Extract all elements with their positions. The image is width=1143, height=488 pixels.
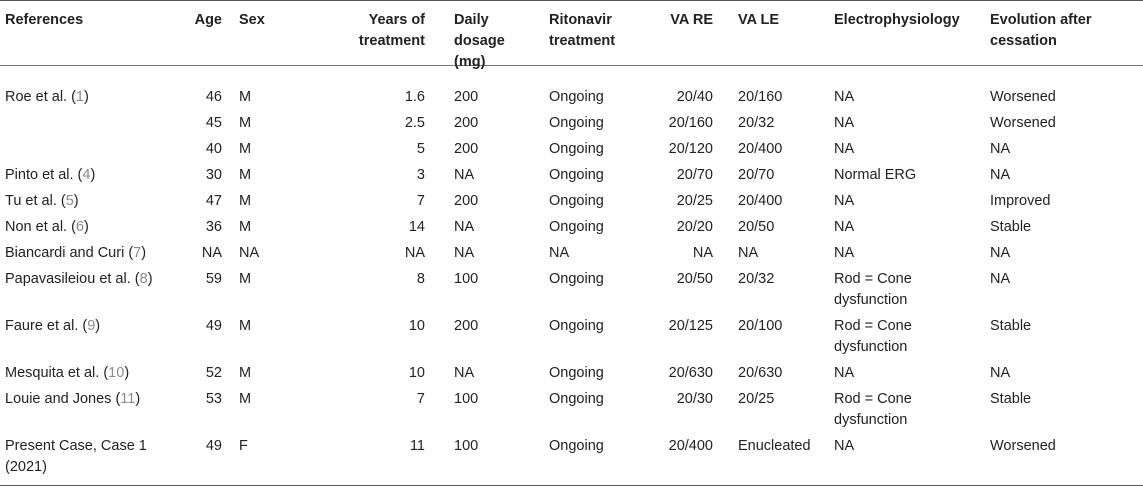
cell-ritonavir: Ongoing [549,271,604,287]
electro-line: NA [834,438,855,454]
cell-va-re: 20/630 [668,365,713,381]
reference-number-link[interactable]: 4 [82,167,91,183]
cell-dosage: 100 [454,391,479,407]
cell-references [0,73,173,108]
table-row [0,264,1143,311]
cell-electrophysiology [809,134,973,160]
cell-sex: M [239,193,252,209]
bottom-rule [0,485,1143,486]
cell-evolution: NA [990,365,1011,381]
reference-name: Non et al. ( [5,219,76,235]
cell-electrophysiology [809,264,973,311]
table-row [0,108,1143,134]
cell-va-re: NA [692,245,713,261]
cell-sex: M [239,89,252,105]
cell-years: 10 [408,365,425,381]
cell-sex: F [239,438,248,454]
table-row [0,238,1143,264]
cell-references [0,238,173,264]
cell-electrophysiology [809,108,973,134]
cell-years: 1.6 [404,89,425,105]
electro-line: Rod = Cone [834,391,912,407]
cell-references [0,212,173,238]
cell-va-le: 20/400 [738,193,783,209]
electro-line: Normal ERG [834,167,917,183]
reference-name: Present Case, Case 1 [5,438,147,454]
cell-va-re: 20/125 [668,318,713,334]
cell-va-re: 20/70 [676,167,713,183]
cell-va-re: 20/20 [676,219,713,235]
cell-references [0,186,173,212]
cell-dosage: 200 [454,89,479,105]
cell-sex: M [239,391,252,407]
cell-years: NA [404,245,425,261]
table-row [0,160,1143,186]
reference-number-link[interactable]: 1 [75,89,84,105]
cell-va-re: 20/400 [668,438,713,454]
cell-ritonavir: Ongoing [549,167,604,183]
electro-line: NA [834,365,855,381]
electro-line: Rod = Cone [834,318,912,334]
cell-age: 53 [205,391,222,407]
header-references: References [5,12,84,28]
cell-years: 7 [416,193,425,209]
cell-age: 59 [205,271,222,287]
electro-line: Rod = Cone [834,271,912,287]
reference-number-link[interactable]: 7 [133,245,142,261]
reference-name: Pinto et al. ( [5,167,83,183]
cell-age: 47 [205,193,222,209]
cell-dosage: NA [454,365,475,381]
cell-va-le: 20/100 [738,318,783,334]
cell-dosage: NA [454,167,475,183]
reference-close: ) [124,365,130,381]
cell-references [0,384,173,431]
reference-name: Tu et al. ( [5,193,66,209]
header-age: Age [194,12,222,28]
reference-close: ) [147,271,153,287]
cell-dosage: 200 [454,141,479,157]
cell-sex: M [239,115,252,131]
cell-ritonavir: Ongoing [549,365,604,381]
cell-evolution: NA [990,141,1011,157]
cell-ritonavir: Ongoing [549,219,604,235]
cell-electrophysiology [809,238,973,264]
cell-evolution: Stable [990,318,1032,334]
header-ritonavir: Ritonavir treatment [549,12,616,49]
cell-electrophysiology [809,212,973,238]
cell-ritonavir: Ongoing [549,89,604,105]
cell-evolution: NA [990,167,1011,183]
cell-age: 49 [205,318,222,334]
cell-evolution: NA [990,245,1011,261]
cell-age: NA [201,245,222,261]
cell-electrophysiology [809,160,973,186]
cell-ritonavir: Ongoing [549,438,604,454]
cell-electrophysiology [809,431,973,478]
cell-ritonavir: Ongoing [549,141,604,157]
cell-references [0,108,173,134]
table-row [0,384,1143,431]
cell-va-re: 20/120 [668,141,713,157]
cell-references [0,311,173,358]
reference-close: ) [141,245,147,261]
reference-name: Roe et al. ( [5,89,76,105]
cell-dosage: NA [454,245,475,261]
cell-evolution: NA [990,271,1011,287]
reference-number-link[interactable]: 9 [87,318,96,334]
cell-va-le: Enucleated [738,438,811,454]
cell-dosage: 200 [454,193,479,209]
header-sex: Sex [239,12,265,28]
table-row [0,212,1143,238]
cell-evolution: Stable [990,391,1032,407]
cell-va-re: 20/50 [676,271,713,287]
electro-line: dysfunction [834,292,908,308]
table-body [0,73,1143,478]
cell-sex: M [239,365,252,381]
cell-years: 2.5 [404,115,425,131]
cell-ritonavir: NA [549,245,570,261]
cell-va-le: 20/70 [738,167,775,183]
reference-number-link[interactable]: 10 [108,365,125,381]
table-row [0,186,1143,212]
cell-sex: M [239,141,252,157]
cell-va-le: 20/32 [738,271,775,287]
cell-sex: M [239,318,252,334]
cell-va-le: 20/630 [738,365,783,381]
cell-years: 14 [408,219,425,235]
cell-years: 8 [416,271,425,287]
cell-dosage: 100 [454,438,479,454]
header-va-le: VA LE [738,12,780,28]
cell-years: 3 [416,167,425,183]
cell-years: 10 [408,318,425,334]
header-row [0,0,1143,73]
header-va-re: VA RE [670,12,713,28]
cell-evolution: Stable [990,219,1032,235]
table-row [0,311,1143,358]
cell-age: 45 [205,115,222,131]
cell-age: 36 [205,219,222,235]
reference-number-link[interactable]: 11 [120,391,136,407]
reference-name: Faure et al. ( [5,318,88,334]
cell-va-le: 20/25 [738,391,775,407]
cell-sex: M [239,219,252,235]
cell-ritonavir: Ongoing [549,391,604,407]
electro-line: NA [834,219,855,235]
table-row [0,134,1143,160]
header-dosage: Daily dosage (mg) [454,12,505,70]
electro-line: NA [834,89,855,105]
cell-age: 46 [205,89,222,105]
reference-name: Papavasileiou et al. ( [5,271,140,287]
header-evolution: Evolution after cessation [990,12,1092,49]
reference-name: Mesquita et al. ( [5,365,109,381]
electro-line: NA [834,115,855,131]
cell-evolution: Worsened [990,89,1056,105]
reference-close: ) [84,219,89,235]
reference-close: ) [90,167,96,183]
reference-number-link[interactable]: 6 [75,219,84,235]
electro-line: NA [834,193,855,209]
electro-line: NA [834,141,855,157]
cell-evolution: Improved [990,193,1051,209]
cell-age: 40 [205,141,222,157]
cell-electrophysiology [809,73,973,108]
cell-va-re: 20/30 [676,391,713,407]
reference-close: ) [95,318,101,334]
cell-va-re: 20/40 [676,89,713,105]
cell-va-le: NA [738,245,759,261]
electro-line: NA [834,245,855,261]
cell-dosage: NA [454,219,475,235]
cell-va-le: 20/400 [738,141,783,157]
reference-close: ) [73,193,79,209]
cell-sex: NA [239,245,260,261]
cell-references [0,160,173,186]
cell-evolution: Worsened [990,115,1056,131]
cell-dosage: 100 [454,271,479,287]
reference-number-link[interactable]: 5 [65,193,74,209]
reference-name: Louie and Jones ( [5,391,121,407]
header-years: Years of treatment [358,12,425,49]
cell-dosage: 200 [454,318,479,334]
cell-electrophysiology [809,358,973,384]
reference-close: ) [135,391,141,407]
cell-electrophysiology [809,384,973,431]
cell-age: 49 [205,438,222,454]
cell-age: 30 [205,167,222,183]
cell-va-le: 20/50 [738,219,775,235]
cell-electrophysiology [809,311,973,358]
cell-electrophysiology [809,186,973,212]
table-row [0,73,1143,108]
table-row [0,431,1143,478]
cell-dosage: 200 [454,115,479,131]
cell-ritonavir: Ongoing [549,318,604,334]
reference-close: ) [84,89,89,105]
reference-number-link[interactable]: 8 [139,271,148,287]
cell-sex: M [239,167,252,183]
reference-name: Biancardi and Curi ( [5,245,134,261]
cell-references [0,358,173,384]
cell-age: 52 [205,365,222,381]
cell-va-re: 20/160 [668,115,713,131]
reference-name-line2: (2021) [5,459,47,475]
cell-ritonavir: Ongoing [549,193,604,209]
header-electrophysiology: Electrophysiology [834,12,960,28]
table-row [0,358,1143,384]
cell-references [0,134,173,160]
cell-years: 5 [416,141,425,157]
electro-line: dysfunction [834,412,908,428]
cell-years: 11 [409,438,425,454]
cell-sex: M [239,271,252,287]
cell-years: 7 [416,391,425,407]
electro-line: dysfunction [834,339,908,355]
cell-va-re: 20/25 [676,193,713,209]
cell-ritonavir: Ongoing [549,115,604,131]
cell-evolution: Worsened [990,438,1056,454]
cell-va-le: 20/32 [738,115,775,131]
cell-references [0,431,173,478]
cell-va-le: 20/160 [738,89,783,105]
cell-references [0,264,173,311]
